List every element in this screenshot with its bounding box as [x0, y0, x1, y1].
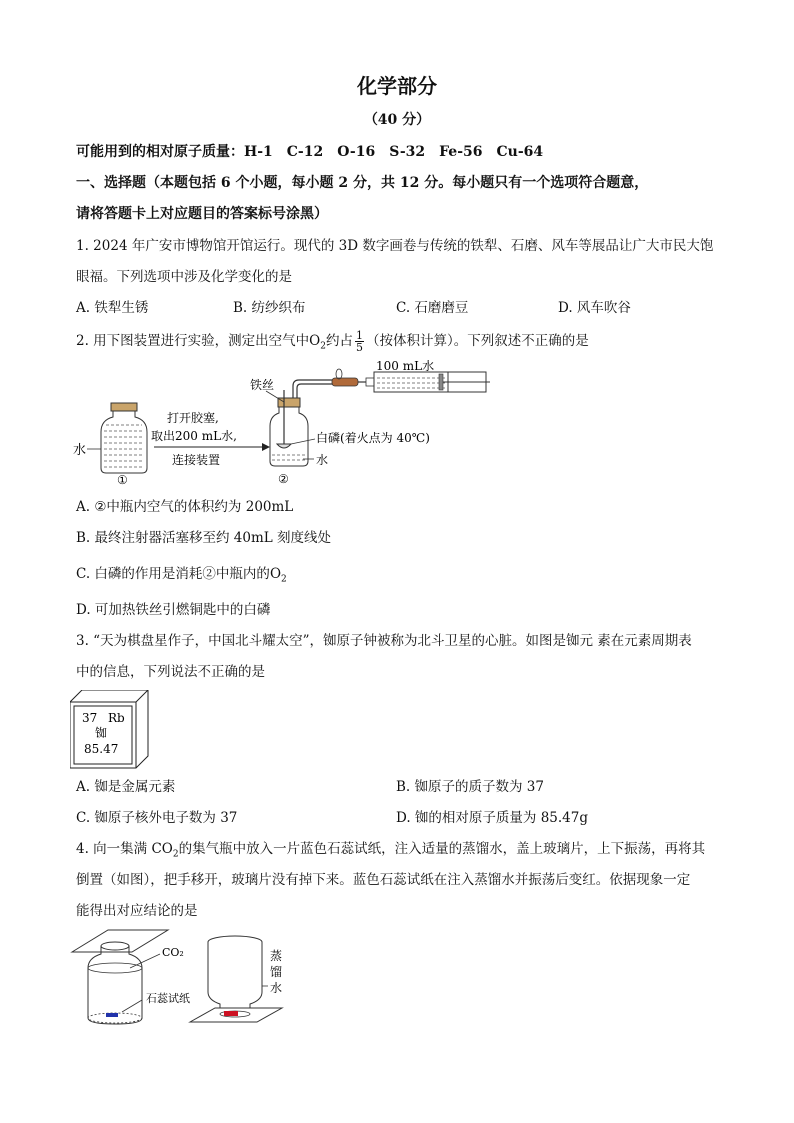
- q2-option-b: B. 最终注射器活塞移至约 40mL 刻度线处: [76, 530, 332, 546]
- q2-stem-c: （按体积计算）。下列叙述不正确的是: [365, 333, 589, 349]
- q2-option-d: D. 可加热铁丝引燃铜匙中的白磷: [76, 602, 271, 618]
- label-water-1: 水: [73, 443, 87, 458]
- q2-stem-a: 2. 用下图装置进行实验，测定出空气中: [76, 333, 310, 349]
- q3-option-b: B. 铷原子的质子数为 37: [396, 779, 544, 795]
- q1-option-c: C. 石磨磨豆: [396, 300, 469, 316]
- gas-jar-upright: [88, 942, 142, 1024]
- atomic-masses: 可能用到的相对原子质量：H-1 C-12 O-16 S-32 Fe-56 Cu-64: [76, 144, 544, 160]
- arrow-text-3: 连接装置: [172, 453, 221, 467]
- label-litmus-paper: 石蕊试纸: [146, 992, 190, 1005]
- q3-option-a: A. 铷是金属元素: [76, 779, 176, 795]
- syringe: [366, 372, 490, 392]
- bottle-1: [87, 403, 147, 473]
- q4-stem-line3: 能得出对应结论的是: [76, 903, 198, 919]
- score-label: （40 分）: [363, 112, 431, 128]
- label-distilled-water-2: 馏: [270, 965, 283, 979]
- q3-option-c: C. 铷原子核外电子数为 37: [76, 810, 238, 826]
- rubidium-element-card: [70, 690, 160, 772]
- element-atomic-number: 37: [82, 711, 98, 725]
- element-name: 铷: [95, 726, 108, 740]
- q4-gas-jar-figure: [70, 922, 310, 1034]
- q2-optc-o2: $O_2$: [269, 566, 287, 585]
- arrow-text-1: 打开胶塞,: [167, 411, 219, 425]
- label-bottle-1: ①: [117, 473, 128, 487]
- q3-option-d: D. 铷的相对原子质量为 85.47g: [396, 810, 589, 826]
- q2-stem-b: 约占: [325, 333, 353, 349]
- label-white-phosphorus: 白磷(着火点为 40℃): [316, 431, 430, 445]
- q3-stem-line2: 中的信息，下列说法不正确的是: [76, 664, 265, 680]
- q2-option-a: A. ②中瓶内空气的体积约为 200mL: [76, 499, 294, 515]
- label-distilled-water-3: 水: [270, 981, 283, 995]
- section1-heading-line1: 一、选择题（本题包括 6 个小题，每小题 2 分，共 12 分。每小题只有一个选项符合题意，: [76, 175, 649, 191]
- q2-stem: [76, 326, 589, 362]
- label-distilled-water-1: 蒸: [270, 949, 283, 963]
- page-title: 化学部分: [357, 74, 437, 98]
- q4-stem-line2: 倒置（如图），把手移开，玻璃片没有掉下来。蓝色石蕊试纸在注入蒸馏水并振荡后变红。依据现象一定: [76, 872, 691, 888]
- q1-option-b: B. 纺纱织布: [233, 300, 306, 316]
- q1-option-a: A. 铁犁生锈: [76, 300, 149, 316]
- label-water-2: 水: [316, 453, 329, 467]
- q2-apparatus-figure: [70, 360, 490, 488]
- q1-stem-line1: 1. 2024 年广安市博物馆开馆运行。现代的 3D 数字画卷与传统的铁犁、石磨、风车等展品让广大市民大饱: [76, 238, 714, 254]
- label-syringe: 100 mL水: [376, 360, 435, 373]
- element-symbol: Rb: [108, 711, 125, 725]
- q2-option-c: C. 白磷的作用是消耗②中瓶内的$O_2$: [76, 566, 287, 585]
- label-bottle-2: ②: [278, 472, 289, 486]
- section1-heading-line2: 请将答题卡上对应题目的答案标号涂黑）: [76, 206, 328, 222]
- q4-stem-line1: 4. 向一集满 $CO_2$的集气瓶中放入一片蓝色石蕊试纸，注入适量的蒸馏水，盖上玻璃片，上下振荡，再将其: [76, 841, 706, 860]
- arrow-text-2: 取出200 mL水,: [151, 429, 237, 443]
- q3-stem-line1: 3. “天为棋盘星作子，中国北斗耀太空”，铷原子钟被称为北斗卫星的心脏。如图是铷元 素在元素周期表: [76, 633, 692, 649]
- q1-stem-line2: 眼福。下列选项中涉及化学变化的是: [76, 269, 292, 285]
- q2-fraction: $\frac{1}{5}$: [355, 329, 363, 354]
- q2-o2: $O_2$: [309, 333, 326, 352]
- gas-jar-inverted: [190, 936, 282, 1022]
- q1-option-d: D. 风车吹谷: [558, 300, 631, 316]
- element-mass: 85.47: [84, 742, 119, 756]
- label-co2: CO₂: [162, 946, 184, 959]
- label-iron-wire: 铁丝: [250, 378, 275, 392]
